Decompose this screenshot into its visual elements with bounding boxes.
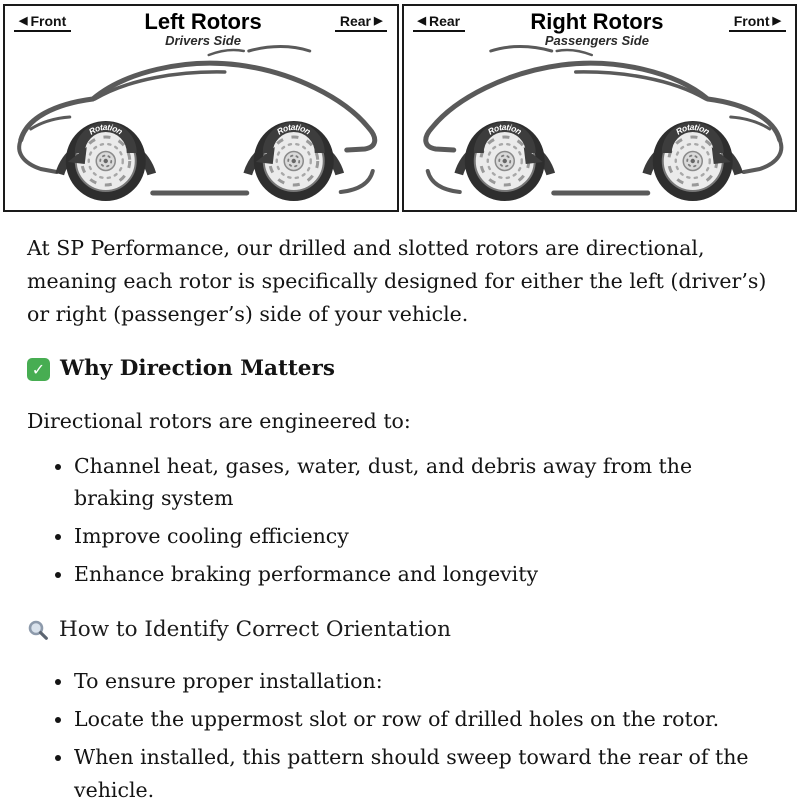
panel-title: Left Rotors: [144, 9, 262, 34]
bullet-item: • To ensure proper installation:: [74, 665, 767, 698]
direction-label-text: Rear: [428, 13, 461, 29]
heading-text: How to Identify Correct Orientation: [59, 616, 451, 642]
rotor-direction-diagram: [0, 0, 800, 212]
direction-label-text: Rear: [339, 13, 372, 29]
right-car-rotor-illustration: [404, 42, 796, 208]
why-direction-matters-heading: [27, 352, 773, 386]
check-icon: [27, 358, 50, 381]
direction-label-text: Front: [733, 13, 770, 29]
panel-title: Right Rotors: [530, 9, 664, 34]
rear-direction-label: [335, 13, 388, 32]
why-direction-bullets: [27, 450, 767, 591]
direction-label-text: Front: [30, 13, 67, 29]
bullet-item: • Locate the uppermost slot or row of drilled holes on the rotor.: [74, 703, 767, 736]
panel-subtitle: Drivers Side: [165, 33, 241, 49]
orientation-bullets: [27, 665, 767, 806]
left-rotors-panel: [3, 4, 399, 212]
right-arrow-icon: ▶: [374, 14, 383, 27]
panel-subtitle: Passengers Side: [544, 33, 649, 49]
front-direction-label: [729, 13, 786, 32]
left-car-rotor-illustration: [5, 42, 397, 208]
bullet-item: • Improve cooling efficiency: [74, 520, 767, 553]
left-arrow-icon: ◀: [417, 14, 426, 27]
identify-orientation-heading: [27, 613, 773, 647]
right-rotors-panel: [402, 4, 798, 212]
svg-text:Rotation: Rotation: [485, 121, 524, 137]
bullet-item: • Channel heat, gases, water, dust, and debris away from the braking system: [74, 450, 767, 516]
intro-paragraph: At SP Performance, our drilled and slotted rotors are directional, meaning each rotor is specifically designed for either the left (driver’s) or right (passenger’s) side of your vehicle.: [27, 236, 767, 326]
bullet-item: • Enhance braking performance and longevity: [74, 558, 767, 591]
engineered-to-lead: Directional rotors are engineered to:: [27, 408, 411, 433]
front-direction-label: [14, 13, 71, 32]
bullet-item: • When installed, this pattern should sweep toward the rear of the vehicle.: [74, 741, 767, 806]
svg-text:Rotation: Rotation: [274, 121, 313, 137]
svg-text:Rotation: Rotation: [86, 121, 125, 137]
rear-direction-label: [413, 13, 466, 32]
heading-text: Why Direction Matters: [60, 356, 335, 382]
svg-text:Rotation: Rotation: [673, 121, 712, 137]
magnifier-icon: [27, 619, 49, 641]
article-body: [0, 212, 800, 806]
right-arrow-icon: ▶: [772, 14, 781, 27]
left-arrow-icon: ◀: [19, 14, 28, 27]
